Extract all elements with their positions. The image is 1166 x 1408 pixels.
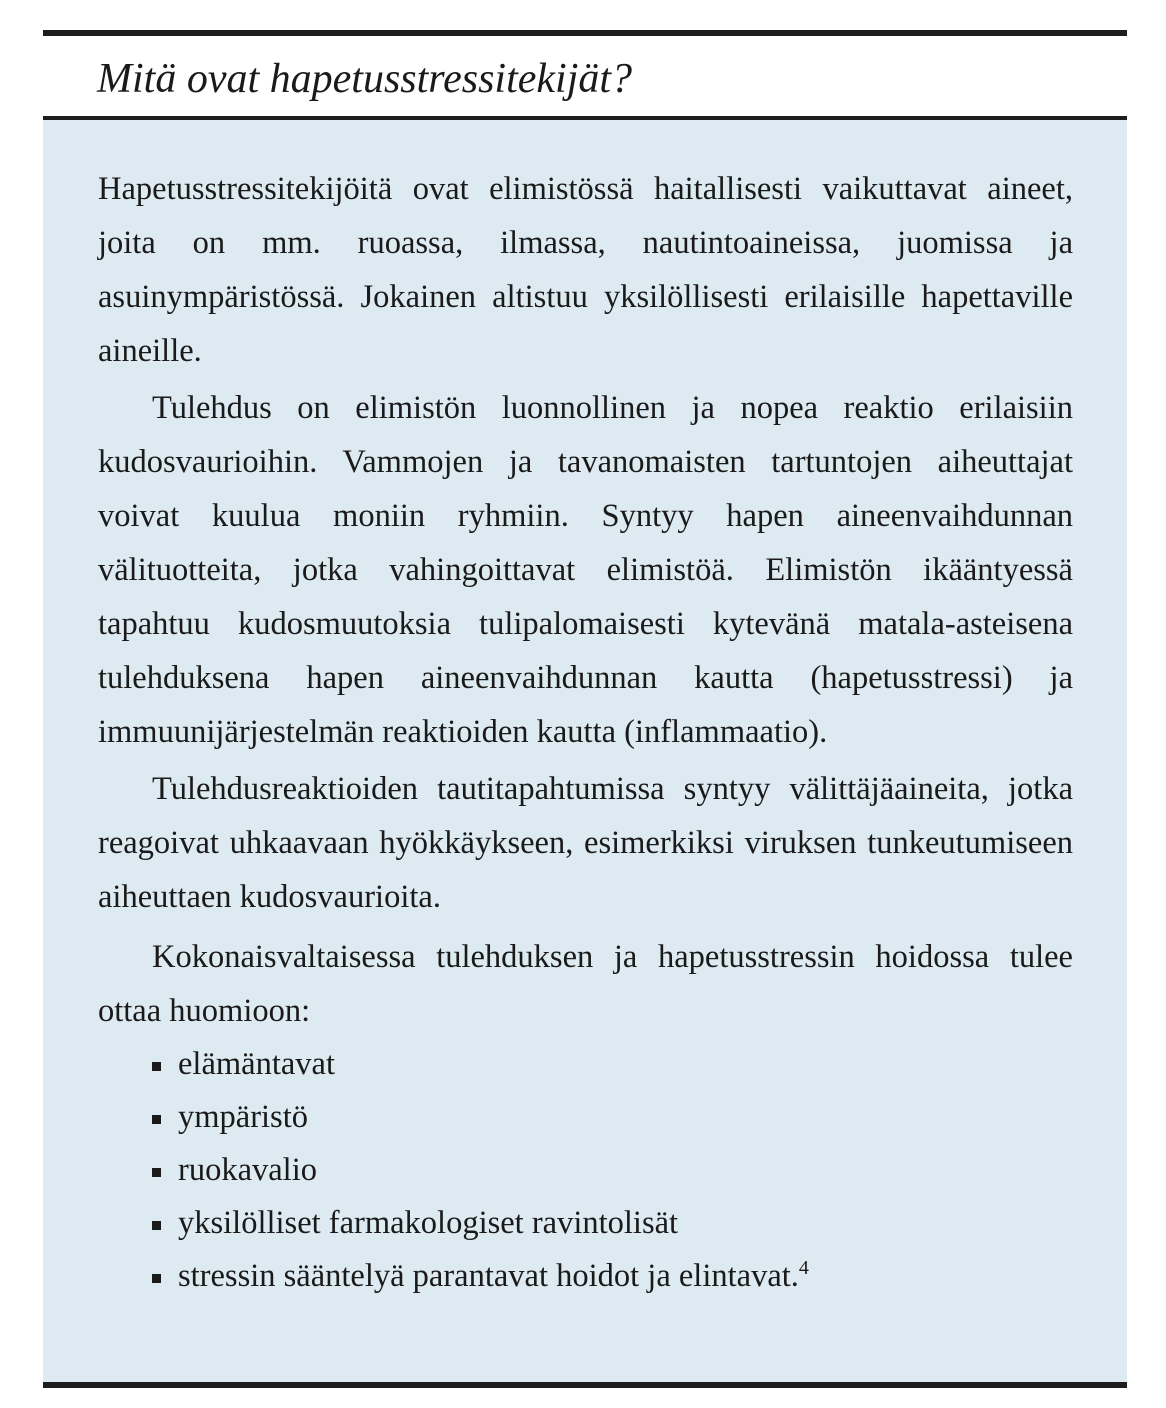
bullet-icon xyxy=(152,1168,161,1177)
info-box xyxy=(43,30,1127,1386)
paragraph-4: Kokonaisvaltaisessa tulehduksen ja hapetusstressin hoidossa tulee ottaa huomioon: xyxy=(98,939,1073,1029)
footnote-reference: 4 xyxy=(798,1257,809,1279)
list-item-text: elämäntavat xyxy=(178,1046,335,1082)
list-item xyxy=(98,1144,1073,1197)
bullet-icon xyxy=(152,1062,161,1071)
list-item xyxy=(98,1091,1073,1144)
bottom-rule xyxy=(43,1382,1127,1388)
box-title: Mitä ovat hapetusstressitekijät? xyxy=(97,56,633,102)
bullet-icon xyxy=(152,1274,161,1283)
bullet-icon xyxy=(152,1221,161,1230)
list-item xyxy=(98,1038,1073,1091)
list-item-text: ruokavalio xyxy=(178,1152,317,1188)
care-list xyxy=(98,1038,1073,1303)
paragraph-3: Tulehdusreaktioiden tautitapahtumissa syntyy välittäjäaineita, jotka reagoivat uhkaavaan hyökkäykseen, esimerkiksi viruksen tunkeutumiseen aiheuttaen kudosvaurioita. xyxy=(98,771,1073,915)
list-item-text: stressin sääntelyä parantavat hoidot ja elintavat. xyxy=(178,1258,799,1294)
paragraph-2: Tulehdus on elimistön luonnollinen ja nopea reaktio erilaisiin kudosvaurioihin. Vammojen ja tavanomaisten tartuntojen aiheuttajat voivat kuulua moniin ryhmiin. Syntyy hapen aineenvaihdunnan välituotteita, jotka vahingoittavat elimistöä. Elimistön ikääntyessä tapahtuu kudosmuutoksia tulipalomaisesti kytevänä matala-asteisena tulehduksena hapen aineenvaihdunnan kautta (hapetusstressi) ja immuunijärjestelmän reaktioiden kautta (inflammaatio). xyxy=(98,390,1073,750)
box-content xyxy=(98,162,1073,1303)
list-item-text: yksilölliset farmakologiset ravintolisät xyxy=(178,1205,679,1241)
content-panel xyxy=(43,120,1127,1382)
list-item xyxy=(98,1197,1073,1250)
title-area xyxy=(43,36,1127,116)
paragraph-1: Hapetusstressitekijöitä ovat elimistössä haitallisesti vaikuttavat aineet, joita on mm. ruoassa, ilmassa, nautintoaineissa, juomissa ja asuinympäristössä. Jokainen altistuu yksilöllisesti erilaisille hapettaville aineille. xyxy=(98,171,1073,369)
list-item-text: ympäristö xyxy=(178,1099,308,1135)
bullet-icon xyxy=(152,1115,161,1124)
list-item xyxy=(98,1250,1073,1303)
